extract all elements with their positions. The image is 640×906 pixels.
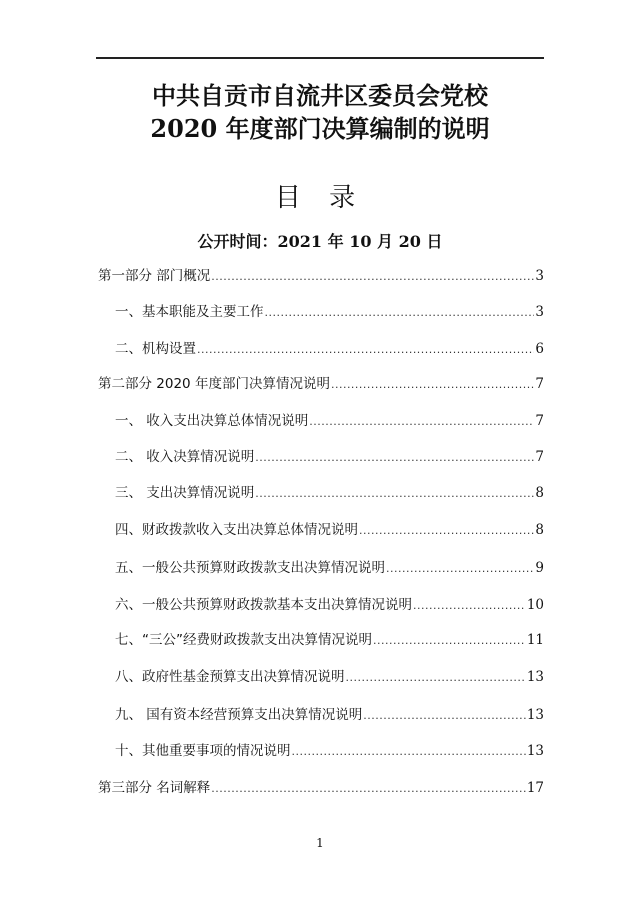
toc-entry[interactable] <box>115 595 544 616</box>
toc-leader-dots <box>197 340 534 360</box>
toc-entry-label: 第三部分 名词解释 <box>98 780 211 796</box>
toc-entry-page: 6 <box>535 341 544 357</box>
toc-leader-dots <box>255 448 534 468</box>
toc-leader-dots <box>373 631 526 651</box>
toc-entry-label: 第一部分 部门概况 <box>98 268 211 284</box>
toc-entry[interactable] <box>115 483 544 504</box>
toc-entry-label: 九、 国有资本经营预算支出决算情况说明 <box>115 707 363 723</box>
toc-entry[interactable] <box>115 302 544 323</box>
toc-entry-page: 17 <box>526 780 544 796</box>
toc-entry-label: 第二部分 2020 年度部门决算情况说明 <box>98 376 330 392</box>
toc-leader-dots <box>386 559 534 579</box>
toc-leader-dots <box>363 706 526 726</box>
toc-entry-label: 十、其他重要事项的情况说明 <box>115 743 291 759</box>
toc-entry-page: 10 <box>526 597 544 613</box>
toc-entry-label: 一、 收入支出决算总体情况说明 <box>115 413 309 429</box>
toc-entry[interactable] <box>115 630 544 651</box>
toc-entry-label: 四、财政拨款收入支出决算总体情况说明 <box>115 522 358 538</box>
toc-entry-page: 9 <box>535 560 544 576</box>
toc-leader-dots <box>211 779 526 799</box>
toc-entry[interactable] <box>98 266 544 287</box>
toc-entry-label: 三、 支出决算情况说明 <box>115 485 255 501</box>
toc-leader-dots <box>292 742 526 762</box>
toc-entry-page: 3 <box>535 268 544 284</box>
toc-entry[interactable] <box>115 447 544 468</box>
toc-entry[interactable] <box>115 520 544 541</box>
toc-entry[interactable] <box>115 558 544 579</box>
document-title-line1: 中共自贡市自流井区委员会党校 <box>152 81 488 110</box>
toc-entry-label: 五、一般公共预算财政拨款支出决算情况说明 <box>115 560 385 576</box>
toc-entry[interactable] <box>98 374 544 395</box>
toc-entry-label: 一、基本职能及主要工作 <box>115 304 264 320</box>
toc-entry[interactable] <box>115 705 544 726</box>
toc-entry-label: 二、 收入决算情况说明 <box>115 449 255 465</box>
toc-entry-label: 六、一般公共预算财政拨款基本支出决算情况说明 <box>115 597 412 613</box>
toc-entry-label: 二、机构设置 <box>115 341 196 357</box>
toc-leader-dots <box>265 303 535 323</box>
toc-entry-page: 13 <box>526 743 544 759</box>
toc-leader-dots <box>331 375 534 395</box>
toc-entry-page: 13 <box>526 707 544 723</box>
toc-entry[interactable] <box>115 339 544 360</box>
toc-entry-page: 8 <box>535 522 544 538</box>
toc-entry[interactable] <box>98 778 544 799</box>
page-number: 1 <box>316 836 324 850</box>
publish-time: 公开时间：2021 年 10 月 20 日 <box>197 232 443 251</box>
toc-entry-page: 7 <box>535 449 544 465</box>
toc-entry-page: 11 <box>526 632 544 648</box>
toc-entry-page: 13 <box>526 669 544 685</box>
toc-entry-page: 3 <box>535 304 544 320</box>
toc-entry-page: 8 <box>535 485 544 501</box>
toc-leader-dots <box>255 484 534 504</box>
toc-entry-page: 7 <box>535 413 544 429</box>
toc-entry[interactable] <box>115 411 544 432</box>
toc-leader-dots <box>413 596 526 616</box>
toc-leader-dots <box>346 668 526 688</box>
document-title-line2: 2020 年度部门决算编制的说明 <box>150 114 490 143</box>
toc-entry[interactable] <box>115 667 544 688</box>
toc-leader-dots <box>359 521 534 541</box>
toc-leader-dots <box>309 412 534 432</box>
toc-leader-dots <box>211 267 534 287</box>
contents-heading: 目 录 <box>274 183 366 213</box>
toc-entry-label: 七、“三公”经费财政拨款支出决算情况说明 <box>115 632 372 648</box>
toc-entry-label: 八、政府性基金预算支出决算情况说明 <box>115 669 345 685</box>
toc-entry[interactable] <box>115 741 544 762</box>
toc-entry-page: 7 <box>535 376 544 392</box>
